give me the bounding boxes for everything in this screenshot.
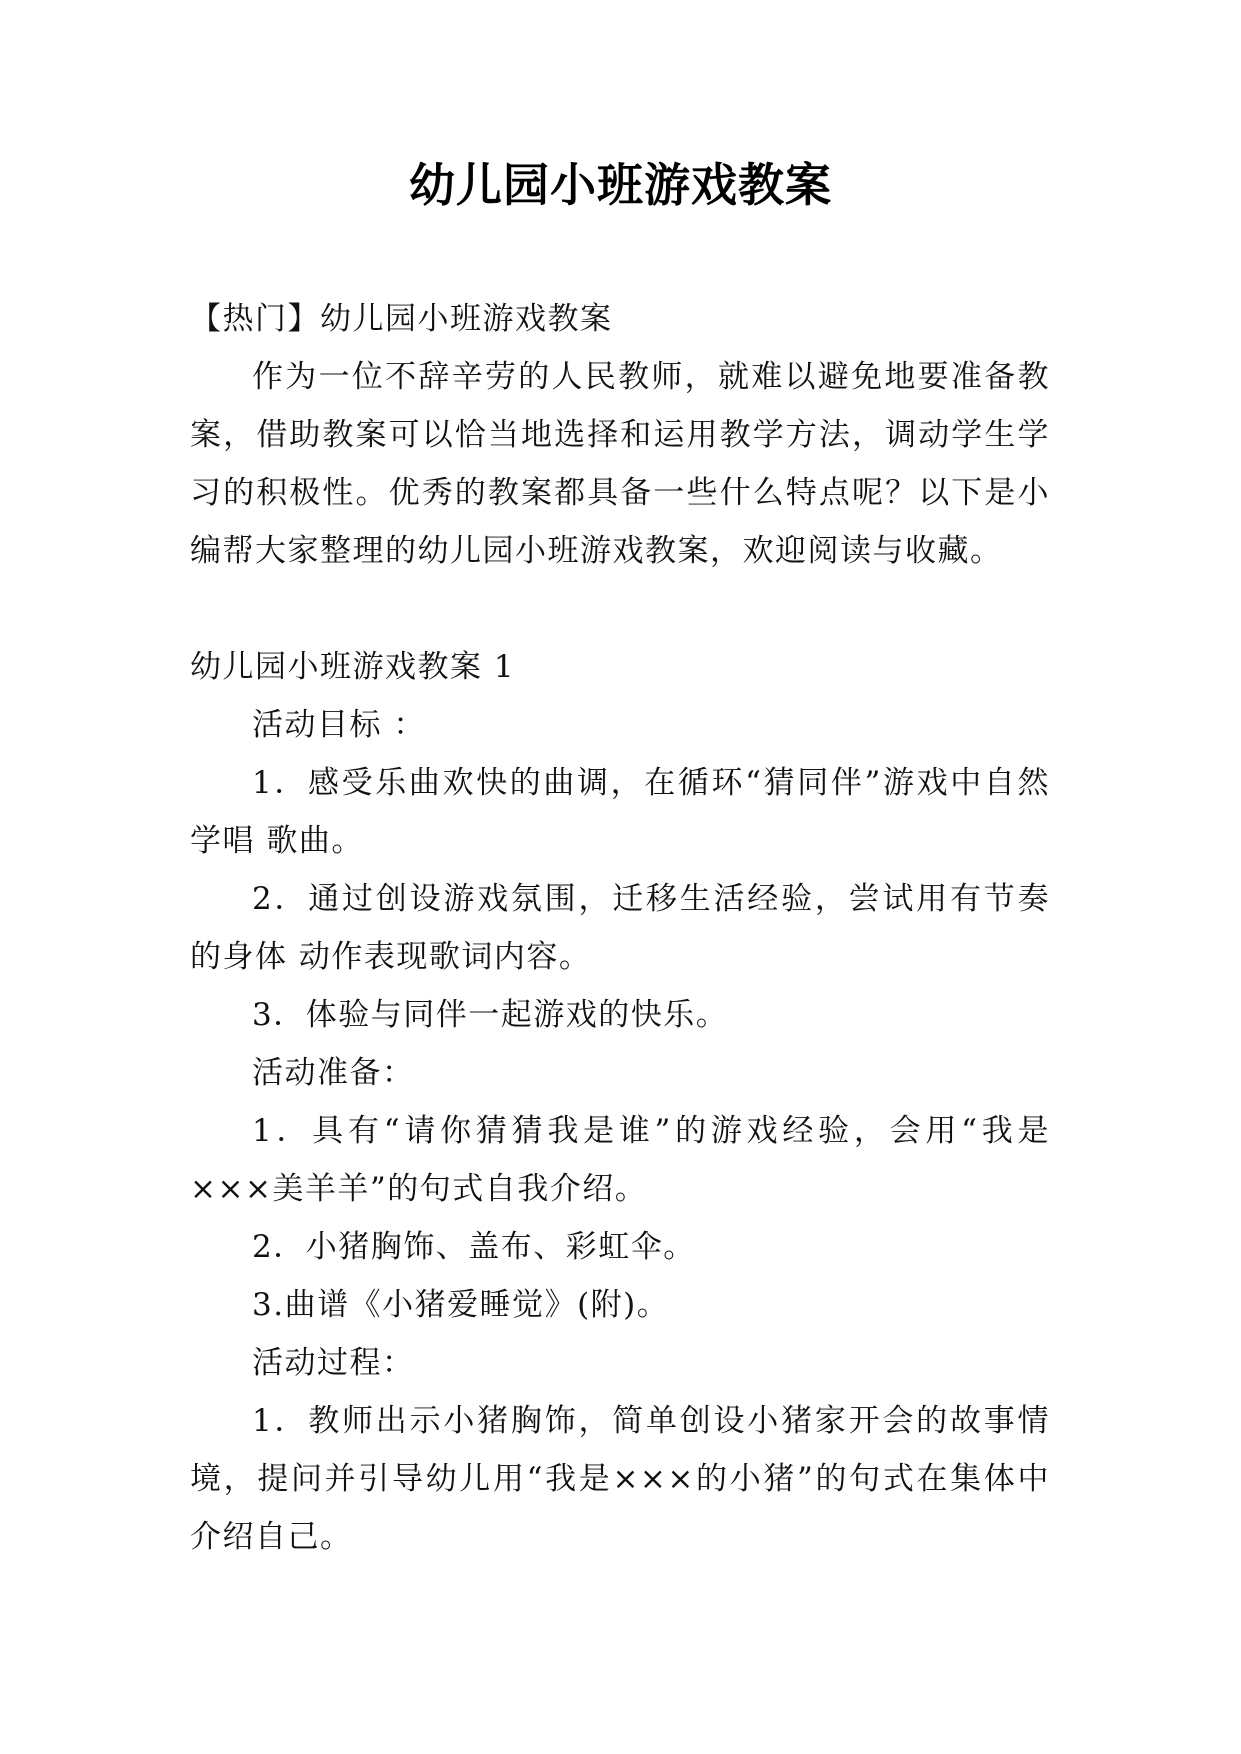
prep-item-2: 2．小猪胸饰、盖布、彩虹伞。 — [252, 1229, 696, 1265]
prep-item-1: 1．具有“请你猜猜我是谁”的游戏经验，会用“我是×××美羊羊”的句式自我介绍。 — [190, 1113, 1050, 1207]
section-title: 幼儿园小班游戏教案 1 — [190, 649, 516, 685]
goal-item-2: 2．通过创设游戏氛围，迁移生活经验，尝试用有节奏的身体 动作表现歌词内容。 — [190, 881, 1050, 975]
document-body — [190, 290, 1050, 1566]
intro-paragraph: 作为一位不辞辛劳的人民教师，就难以避免地要准备教案，借助教案可以恰当地选择和运用教学方法，调动学生学习的积极性。优秀的教案都具备一些什么特点呢？以下是小编帮大家整理的幼儿园小班游戏教案，欢迎阅读与收藏。 — [190, 359, 1050, 569]
document-subtitle: 【热门】幼儿园小班游戏教案 — [190, 301, 613, 337]
document-title: 幼儿园小班游戏教案 — [409, 158, 832, 212]
prep-heading: 活动准备： — [252, 1055, 415, 1091]
goals-heading: 活动目标 ： — [252, 707, 426, 743]
prep-item-3: 3.曲谱《小猪爱睡觉》(附)。 — [252, 1287, 670, 1323]
process-heading: 活动过程： — [252, 1345, 415, 1381]
goal-item-1: 1．感受乐曲欢快的曲调，在循环“猜同伴”游戏中自然学唱 歌曲。 — [190, 765, 1050, 859]
goal-item-3: 3．体验与同伴一起游戏的快乐。 — [252, 997, 729, 1033]
process-item-1: 1．教师出示小猪胸饰，简单创设小猪家开会的故事情境，提问并引导幼儿用“我是×××的小猪”的句式在集体中介绍自己。 — [190, 1403, 1050, 1555]
